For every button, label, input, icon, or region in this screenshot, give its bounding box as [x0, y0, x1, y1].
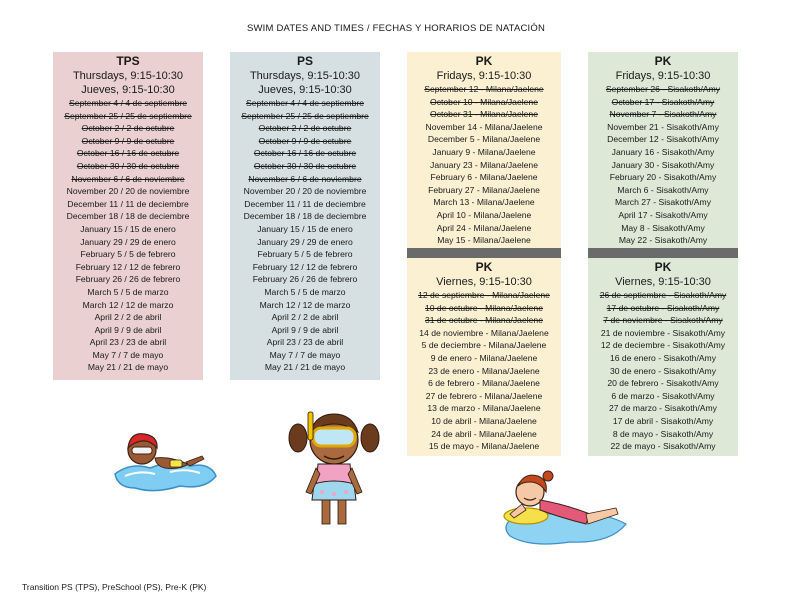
date-item: February 5 / 5 de febrero — [257, 249, 353, 260]
pk-milana-time: Fridays, 9:15-10:30 — [436, 70, 532, 82]
date-item: 21 de noviembre - Sisakoth/Amy — [600, 327, 726, 338]
date-item: March 27 - Sisakoth/Amy — [615, 197, 711, 208]
tps-time-en: Thursdays, 9:15-10:30 — [72, 70, 184, 82]
date-item: 7 de noviembre - Sisakoth/Amy — [603, 315, 723, 326]
date-item: November 20 / 20 de noviembre — [243, 186, 367, 197]
date-item: October 10 - Milana/Jaelene — [430, 96, 538, 107]
date-item: March 12 / 12 de marzo — [259, 299, 351, 310]
date-item: May 8 - Sisakoth/Amy — [621, 222, 705, 233]
date-item: 16 de enero - Sisakoth/Amy — [609, 352, 717, 363]
date-item: November 7 - Sisakoth/Amy — [609, 109, 717, 120]
kickboard-girl-illustration — [500, 470, 630, 550]
date-item: October 30 / 30 de octubre — [76, 160, 180, 171]
tps-date-list — [53, 97, 203, 374]
date-item: January 9 - Milana/Jaelene — [432, 146, 536, 157]
date-item: 23 de enero - Milana/Jaelene — [428, 365, 540, 376]
date-item: December 11 / 11 de deciembre — [244, 198, 366, 209]
date-item: 10 de octubre - Milana/Jaelene — [424, 302, 543, 313]
tps-time-es: Jueves, 9:15-10:30 — [81, 84, 175, 96]
separator-bar — [588, 248, 738, 258]
date-item: October 9 / 9 de octubre — [258, 135, 352, 146]
date-item: 30 de enero - Sisakoth/Amy — [609, 365, 717, 376]
date-item: October 16 / 16 de octubre — [76, 148, 180, 159]
date-item: September 26 - Sisakoth/Amy — [605, 84, 721, 94]
date-item: 13 de marzo - Milana/Jaelene — [427, 403, 541, 414]
date-item: April 17 - Sisakoth/Amy — [618, 209, 708, 220]
pk-sisakoth-es-time: Viernes, 9:15-10:30 — [615, 276, 711, 288]
date-item: November 6 / 6 de noviembre — [248, 173, 362, 184]
pk-milana-es-time: Viernes, 9:15-10:30 — [436, 276, 532, 288]
date-item: November 21 - Sisakoth/Amy — [607, 121, 719, 132]
pk-sisakoth-es-date-list — [588, 289, 738, 453]
date-item: January 23 - Milana/Jaelene — [430, 159, 538, 170]
date-item: September 25 / 25 de septiembre — [241, 110, 369, 121]
date-item: January 15 / 15 de enero — [257, 223, 353, 234]
date-item: February 6 - Milana/Jaelene — [430, 172, 538, 183]
date-item: February 20 - Sisakoth/Amy — [609, 172, 717, 183]
date-item: 5 de deciembre - Milana/Jaelene — [421, 340, 547, 351]
date-item: 24 de abril - Milana/Jaelene — [431, 428, 537, 439]
date-item: 26 de septiembre - Sisakoth/Amy — [599, 290, 727, 300]
date-item: December 5 - Milana/Jaelene — [427, 134, 541, 145]
date-item: 27 de febrero - Milana/Jaelene — [425, 390, 543, 401]
date-item: October 2 / 2 de octubre — [258, 123, 352, 134]
date-item: January 29 / 29 de enero — [257, 236, 353, 247]
pk-sisakoth-column — [588, 52, 738, 248]
page-title: SWIM DATES AND TIMES / FECHAS Y HORARIOS DE NATACIÓN — [246, 23, 546, 34]
pk-sisakoth-es-column — [588, 258, 738, 456]
date-item: 27 de marzo - Sisakoth/Amy — [609, 403, 717, 414]
date-item: October 9 / 9 de octubre — [81, 135, 175, 146]
pk-milana-date-list — [407, 83, 561, 247]
date-item: 14 de noviembre - Milana/Jaelene — [419, 327, 549, 338]
tps-heading: TPS — [116, 54, 140, 68]
swimmer-boy-illustration — [110, 426, 220, 496]
date-item: October 31 - Milana/Jaelene — [430, 109, 538, 120]
date-item: October 17 - Sisakoth/Amy — [611, 96, 715, 107]
date-item: January 16 - Sisakoth/Amy — [611, 146, 715, 157]
snorkel-girl-illustration — [286, 408, 382, 528]
date-item: 15 de mayo - Milana/Jaelene — [428, 441, 540, 452]
pk-milana-es-heading: PK — [475, 260, 493, 274]
date-item: 8 de mayo - Sisakoth/Amy — [612, 428, 714, 439]
pk-sisakoth-time: Fridays, 9:15-10:30 — [615, 70, 711, 82]
pk-milana-es-date-list — [407, 289, 561, 453]
date-item: April 2 / 2 de abril — [94, 312, 162, 323]
tps-column — [53, 52, 203, 380]
pk-sisakoth-date-list — [588, 83, 738, 247]
date-item: September 4 / 4 de septiembre — [69, 98, 187, 108]
date-item: November 20 / 20 de noviembre — [66, 186, 190, 197]
date-item: 9 de enero - Milana/Jaelene — [430, 352, 538, 363]
date-item: April 9 / 9 de abril — [271, 324, 339, 335]
date-item: February 26 / 26 de febrero — [252, 274, 358, 285]
pk-milana-column — [407, 52, 561, 248]
pk-milana-es-column — [407, 258, 561, 456]
date-item: April 24 - Milana/Jaelene — [436, 222, 532, 233]
date-item: September 12 - Milana/Jaelene — [424, 84, 544, 94]
date-item: December 18 / 18 de deciembre — [243, 211, 367, 222]
date-item: 12 de deciembre - Sisakoth/Amy — [600, 340, 726, 351]
date-item: April 2 / 2 de abril — [271, 312, 339, 323]
date-item: September 25 / 25 de septiembre — [64, 110, 192, 121]
date-item: December 11 / 11 de deciembre — [67, 198, 189, 209]
date-item: December 12 - Sisakoth/Amy — [607, 134, 719, 145]
date-item: 22 de mayo - Sisakoth/Amy — [610, 441, 716, 452]
date-item: 20 de febrero - Sisakoth/Amy — [607, 378, 719, 389]
date-item: February 26 / 26 de febrero — [75, 274, 181, 285]
date-item: February 27 - Milana/Jaelene — [428, 184, 540, 195]
date-item: March 5 / 5 de marzo — [87, 286, 169, 297]
date-item: May 7 / 7 de mayo — [92, 349, 164, 360]
date-item: April 23 / 23 de abril — [266, 337, 344, 348]
date-item: May 21 / 21 de mayo — [264, 362, 346, 373]
date-item: 17 de octubre - Sisakoth/Amy — [606, 302, 720, 313]
pk-sisakoth-es-heading: PK — [654, 260, 672, 274]
date-item: 17 de abril - Sisakoth/Amy — [612, 415, 714, 426]
date-item: 10 de abril - Milana/Jaelene — [431, 415, 537, 426]
date-item: November 6 / 6 de noviembre — [71, 173, 185, 184]
date-item: January 30 - Sisakoth/Amy — [611, 159, 715, 170]
date-item: April 10 - Milana/Jaelene — [436, 209, 532, 220]
ps-date-list — [230, 97, 380, 374]
date-item: March 6 - Sisakoth/Amy — [617, 184, 709, 195]
pk-sisakoth-heading: PK — [654, 54, 672, 68]
ps-time-en: Thursdays, 9:15-10:30 — [249, 70, 361, 82]
date-item: March 13 - Milana/Jaelene — [433, 197, 535, 208]
date-item: April 23 / 23 de abril — [89, 337, 167, 348]
ps-heading: PS — [296, 54, 313, 68]
date-item: January 15 / 15 de enero — [80, 223, 176, 234]
date-item: April 9 / 9 de abril — [94, 324, 162, 335]
date-item: December 18 / 18 de deciembre — [66, 211, 190, 222]
date-item: March 12 / 12 de marzo — [82, 299, 174, 310]
date-item: January 29 / 29 de enero — [80, 236, 176, 247]
date-item: March 5 / 5 de marzo — [264, 286, 346, 297]
date-item: 12 de septiembre - Milana/Jaelene — [418, 290, 550, 300]
date-item: November 14 - Milana/Jaelene — [425, 121, 543, 132]
date-item: May 15 - Milana/Jaelene — [437, 235, 531, 246]
date-item: May 7 / 7 de mayo — [269, 349, 341, 360]
separator-bar — [407, 248, 561, 258]
ps-column — [230, 52, 380, 380]
date-item: 31 de octubre - Milana/Jaelene — [424, 315, 543, 326]
date-item: May 21 / 21 de mayo — [87, 362, 169, 373]
date-item: 6 de febrero - Milana/Jaelene — [428, 378, 540, 389]
date-item: February 5 / 5 de febrero — [80, 249, 176, 260]
date-item: February 12 / 12 de febrero — [252, 261, 358, 272]
date-item: October 30 / 30 de octubre — [253, 160, 357, 171]
date-item: October 2 / 2 de octubre — [81, 123, 175, 134]
pk-milana-heading: PK — [475, 54, 493, 68]
date-item: October 16 / 16 de octubre — [253, 148, 357, 159]
date-item: May 22 - Sisakoth/Amy — [618, 235, 708, 246]
date-item: February 12 / 12 de febrero — [75, 261, 181, 272]
footer-legend: Transition PS (TPS), PreSchool (PS), Pre-K (PK) — [22, 582, 207, 592]
ps-time-es: Jueves, 9:15-10:30 — [258, 84, 352, 96]
date-item: September 4 / 4 de septiembre — [246, 98, 364, 108]
date-item: 6 de marzo - Sisakoth/Amy — [611, 390, 715, 401]
